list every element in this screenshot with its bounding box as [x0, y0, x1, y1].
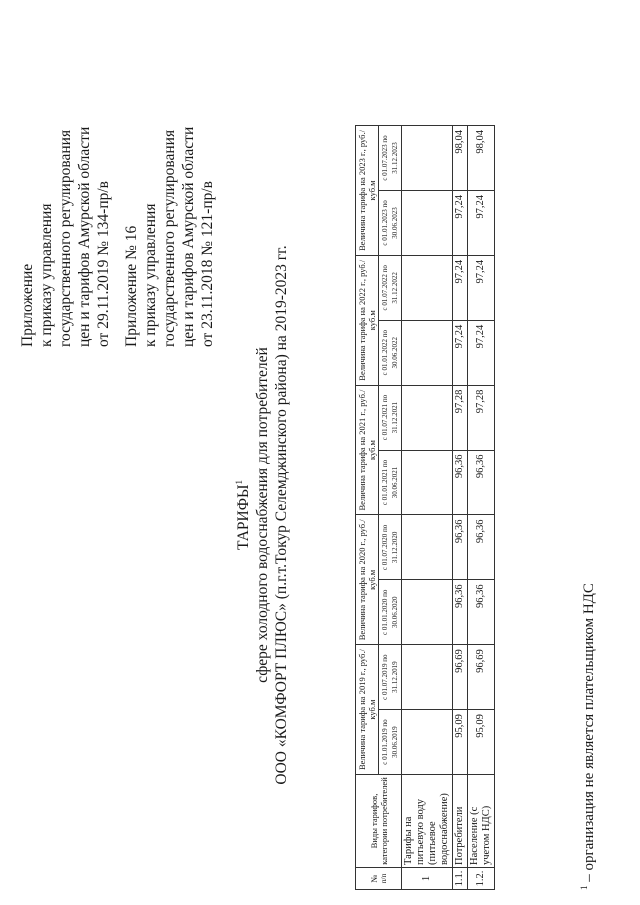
appendix-line: цен и тарифов Амурской области — [180, 126, 197, 347]
section-row — [402, 126, 453, 890]
empty-cell — [402, 580, 453, 645]
row-num: 1.2. — [468, 868, 495, 890]
footnote-mark: 1 — [579, 885, 589, 890]
tariff-value: 97,24 — [453, 255, 468, 320]
title-line-2: сфере холодного водоснабжения для потребителей — [254, 347, 272, 683]
title-main: ТАРИФЫ$^1$ — [234, 480, 253, 550]
header-year: Величина тарифа на 2021 г., руб./куб.м — [356, 385, 379, 515]
empty-cell — [402, 190, 453, 255]
section-num: 1 — [402, 868, 453, 890]
header-year: Величина тарифа на 2019 г., руб./куб.м — [356, 645, 379, 775]
tariff-value: 96,36 — [453, 515, 468, 580]
header-period: с 01.07.2023 по 31.12.2023 — [379, 126, 402, 191]
table-row — [453, 126, 468, 890]
appendix-line: Приложение — [19, 263, 36, 347]
table-body — [402, 126, 495, 890]
table-header — [356, 126, 402, 890]
header-period: с 01.01.2021 по 30.06.2021 — [379, 450, 402, 515]
row-num: 1.1. — [453, 868, 468, 890]
empty-cell — [402, 385, 453, 450]
tariff-value: 95,09 — [453, 710, 468, 775]
section-label: Тарифы на питьевую воду (питьевое водоснабжение) — [402, 775, 453, 868]
tariff-value: 96,36 — [468, 580, 495, 645]
empty-cell — [402, 126, 453, 191]
header-year: Величина тарифа на 2020 г., руб./куб.м — [356, 515, 379, 645]
footnote-text: – организация не является плательщиком НДС — [581, 583, 597, 886]
header-period: с 01.07.2020 по 31.12.2020 — [379, 515, 402, 580]
tariff-value: 96,36 — [453, 450, 468, 515]
header-period: с 01.07.2021 по 31.12.2021 — [379, 385, 402, 450]
header-num — [356, 868, 402, 890]
appendix-line: государственного регулирования — [161, 129, 178, 347]
header-type: Виды тарифов, категории потребителей — [356, 775, 402, 868]
tariff-value: 96,69 — [453, 645, 468, 710]
header-period: с 01.01.2020 по 30.06.2020 — [379, 580, 402, 645]
appendix-line: цен и тарифов Амурской области — [76, 126, 93, 347]
title-line-3: ООО «КОМФОРТ ПЛЮС» (п.г.т.Токур Селемджинского района) на 2019-2023 гг. — [273, 245, 291, 785]
appendix-line: к приказу управления — [38, 203, 55, 347]
header-period: с 01.07.2019 по 31.12.2019 — [379, 645, 402, 710]
empty-cell — [402, 255, 453, 320]
document-title — [230, 155, 291, 875]
header-row-years — [356, 126, 379, 890]
header-period: с 01.01.2019 по 30.06.2019 — [379, 710, 402, 775]
empty-cell — [402, 645, 453, 710]
tariff-value: 97,24 — [468, 255, 495, 320]
appendix-line: от 23.11.2018 № 121-пр/в — [199, 181, 216, 347]
tariff-value: 96,69 — [468, 645, 495, 710]
tariff-value: 96,36 — [453, 580, 468, 645]
tariff-value: 97,24 — [453, 320, 468, 385]
header-period: с 01.07.2022 по 31.12.2022 — [379, 255, 402, 320]
tariff-value: 96,36 — [468, 515, 495, 580]
header-year: Величина тарифа на 2022 г., руб./куб.м — [356, 255, 379, 385]
appendix-note-1 — [18, 27, 113, 347]
appendix-note-2 — [122, 27, 217, 347]
empty-cell — [402, 450, 453, 515]
appendix-line: государственного регулирования — [57, 129, 74, 347]
tariff-value: 97,24 — [468, 190, 495, 255]
tariff-value: 98,04 — [453, 126, 468, 191]
header-num-label: № — [368, 874, 379, 883]
tariff-value: 95,09 — [468, 710, 495, 775]
empty-cell — [402, 515, 453, 580]
title-footnote-mark: 1 — [234, 480, 244, 485]
empty-cell — [402, 710, 453, 775]
footnote — [575, 290, 598, 890]
tariff-value: 98,04 — [468, 126, 495, 191]
table-row — [468, 126, 495, 890]
appendix-line: к приказу управления — [142, 203, 159, 347]
row-label: Потребители — [453, 775, 468, 868]
header-period: с 01.01.2023 по 30.06.2023 — [379, 190, 402, 255]
empty-cell — [402, 320, 453, 385]
row-label: Население (с учетом НДС) — [468, 775, 495, 868]
tariff-value: 97,24 — [453, 190, 468, 255]
header-num-sub: п/п — [379, 873, 388, 884]
tariff-value: 97,28 — [468, 385, 495, 450]
tariff-value: 97,28 — [453, 385, 468, 450]
tariff-table — [355, 125, 495, 890]
appendix-line: Приложение № 16 — [123, 225, 140, 347]
tariff-value: 96,36 — [468, 450, 495, 515]
tariff-value: 97,24 — [468, 320, 495, 385]
appendix-line: от 29.11.2019 № 134-пр/в — [95, 181, 112, 347]
header-year: Величина тарифа на 2023 г., руб./куб.м — [356, 126, 379, 256]
header-period: с 01.01.2022 по 30.06.2022 — [379, 320, 402, 385]
